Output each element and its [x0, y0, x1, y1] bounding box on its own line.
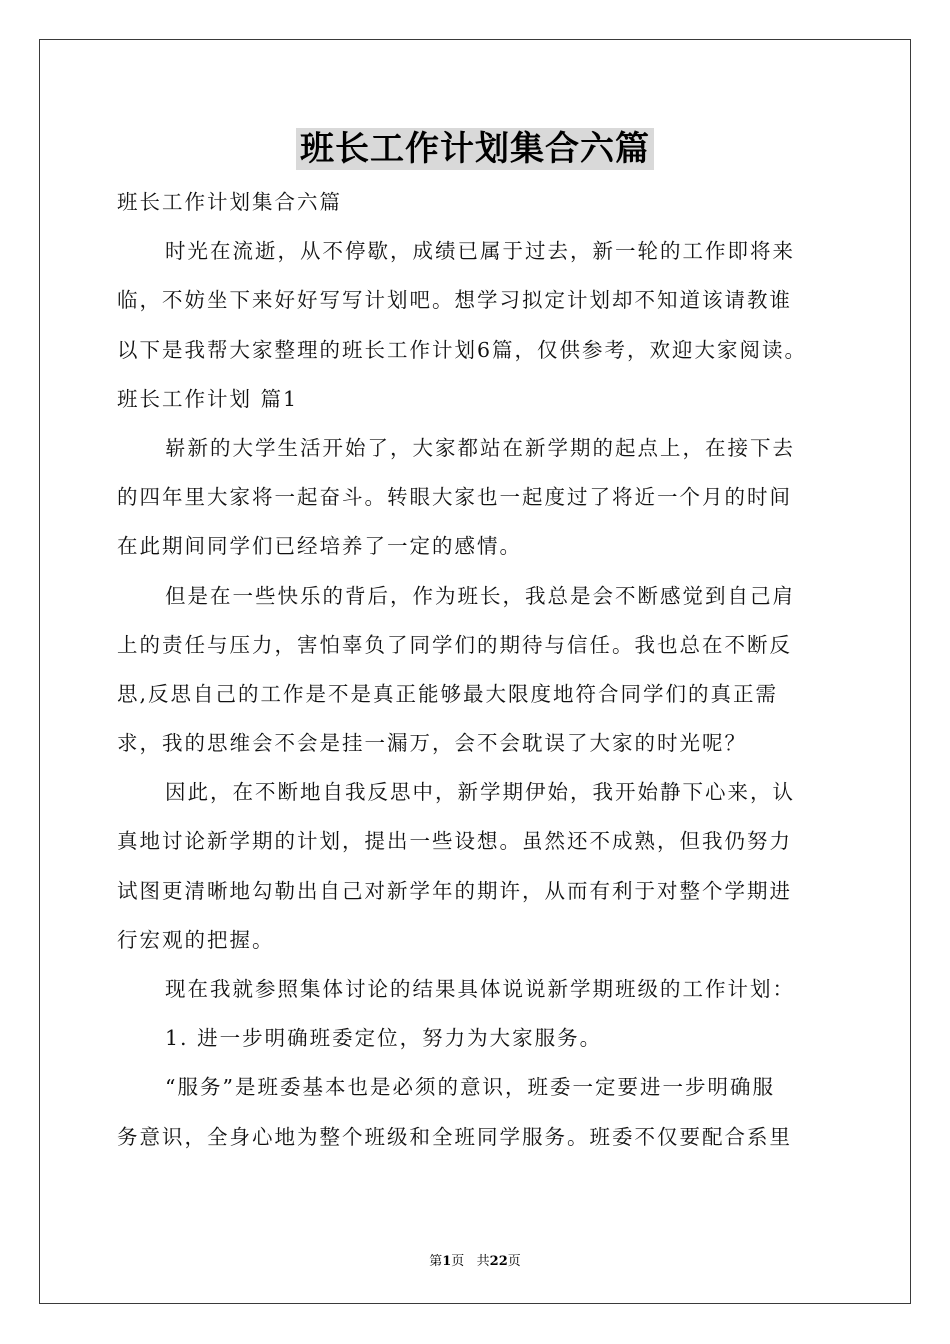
footer-current-page: 1 [442, 1254, 452, 1269]
text-line: 以下是我帮大家整理的班长工作计划6篇，仅供参考，欢迎大家阅读。 [117, 337, 808, 362]
text-line: 时光在流逝，从不停歇，成绩已属于过去，新一轮的工作即将来 [165, 239, 795, 264]
text-line: 现在我就参照集体讨论的结果具体说说新学期班级的工作计划： [165, 977, 795, 1001]
text-line: 思,反思自己的工作是不是真正能够最大限度地符合同学们的真正需 [117, 681, 779, 706]
page-footer [0, 1250, 950, 1269]
text-line: 上的责任与压力，害怕辜负了同学们的期待与信任。我也总在不断反 [117, 632, 792, 657]
footer-prefix: 第 [429, 1254, 443, 1269]
text-line: 的四年里大家将一起奋斗。转眼大家也一起度过了将近一个月的时间 [117, 485, 792, 510]
text-line: 在此期间同学们已经培养了一定的感情。 [117, 534, 522, 559]
text-line: 班长工作计划集合六篇 [117, 190, 342, 214]
footer-total-pages: 22 [489, 1254, 508, 1269]
text-line: 崭新的大学生活开始了，大家都站在新学期的起点上，在接下去 [165, 435, 795, 460]
text-line: 试图更清晰地勾勒出自己对新学年的期许，从而有利于对整个学期进 [117, 878, 792, 903]
text-line: 因此，在不断地自我反思中，新学期伊始，我开始静下心来，认 [165, 780, 795, 805]
text-line: 临，不妨坐下来好好写写计划吧。想学习拟定计划却不知道该请教谁 [117, 288, 792, 313]
text-line: 务意识，全身心地为整个班级和全班同学服务。班委不仅要配合系里 [117, 1124, 792, 1149]
text-line: 真地讨论新学期的计划，提出一些设想。虽然还不成熟，但我仍努力 [117, 829, 792, 854]
title-area [0, 128, 950, 170]
text-line: 1. 进一步明确班委定位，努力为大家服务。 [165, 1026, 603, 1051]
text-line: 但是在一些快乐的背后，作为班长，我总是会不断感觉到自己肩 [165, 583, 795, 608]
footer-mid: 页 共 [451, 1254, 490, 1269]
text-line: 行宏观的把握。 [117, 927, 275, 952]
document-body [117, 178, 837, 1162]
text-line: “服务”是班委基本也是必须的意识，班委一定要进一步明确服 [165, 1075, 775, 1100]
document-title: 班长工作计划集合六篇 [296, 128, 654, 170]
footer-suffix: 页 [507, 1254, 521, 1269]
text-line: 班长工作计划 篇1 [117, 386, 299, 411]
text-line: 求，我的思维会不会是挂一漏万，会不会耽误了大家的时光呢？ [117, 731, 747, 756]
